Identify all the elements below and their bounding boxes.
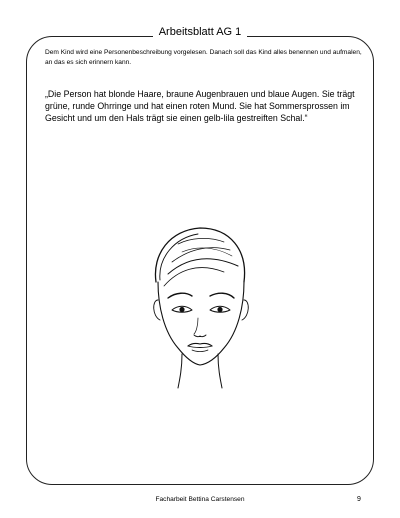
page-number: 9 — [357, 496, 361, 503]
face-outline-drawing — [138, 222, 262, 390]
person-description-quote: „Die Person hat blonde Haare, braune Augenbrauen und blaue Augen. Sie trägt grüne, runde Ohrringe und hat einen roten Mund. Sie hat Sommersprossen im Gesicht und um den Hals trägt sie einen gelb-lila gestreiften Schal.“ — [45, 89, 355, 123]
footer-author: Facharbeit Bettina Carstensen — [155, 496, 245, 503]
worksheet-title — [0, 25, 400, 39]
worksheet-title-text: Arbeitsblatt AG 1 — [153, 26, 248, 38]
instruction-text: Dem Kind wird eine Personenbeschreibung vorgelesen. Danach soll das Kind alles benennen und aufmalen, an das es sich erinnern kann. — [45, 49, 362, 66]
